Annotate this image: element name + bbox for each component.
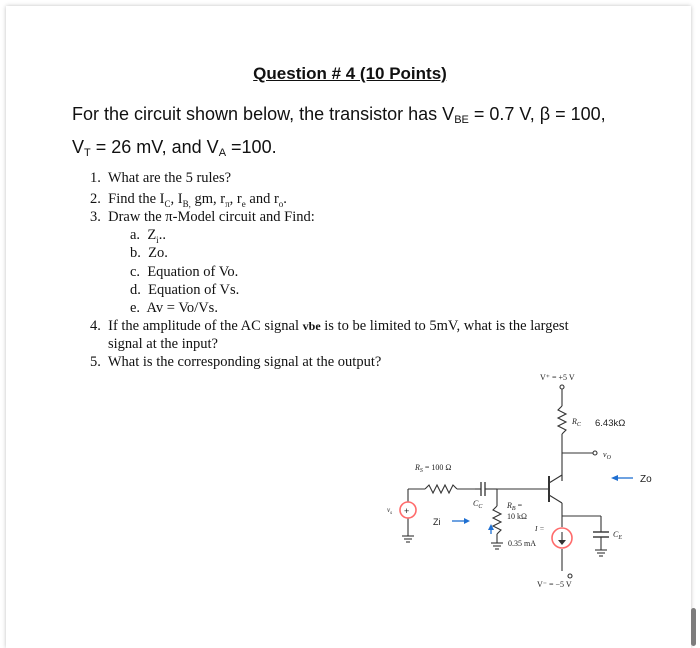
rb-value: 10 kΩ xyxy=(507,512,527,521)
circuit-diagram xyxy=(365,366,685,596)
ce-label: $C_E$ xyxy=(613,530,623,541)
zo-label: Zo xyxy=(640,474,652,485)
rs-resistor xyxy=(425,485,457,493)
question-title: Question # 4 (10 Points) xyxy=(253,64,447,83)
vs-label: $v_s$ xyxy=(387,506,393,516)
list-item: 3. Draw the π-Model circuit and Find: xyxy=(90,209,315,225)
scrollbar-thumb[interactable] xyxy=(691,608,696,646)
list-item: d. Equation of Vs. xyxy=(130,282,240,298)
intro-line-1: For the circuit shown below, the transistor has $V_{BE} = 0.7$ V, β = 100, xyxy=(72,104,606,126)
list-item: 1. What are the 5 rules? xyxy=(90,170,232,186)
question-intro xyxy=(72,101,672,167)
list-item: c. Equation of Vo. xyxy=(130,264,239,280)
i-label: I = xyxy=(535,524,545,533)
rc-label: $R_C$ xyxy=(572,417,581,428)
vplus-terminal xyxy=(560,385,564,389)
rc-value: 6.43kΩ xyxy=(595,418,626,429)
vo-label: $v_O$ xyxy=(603,450,611,461)
zi-label: Zi xyxy=(433,517,441,527)
i-value: 0.35 mA xyxy=(508,539,536,548)
list-item-continuation: signal at the input? xyxy=(108,336,218,352)
svg-text:+: + xyxy=(404,506,410,516)
list-item: e. Av = Vo/Vs. xyxy=(130,300,218,316)
list-item: b. Zo. xyxy=(130,245,168,261)
vminus-label: V⁻ = −5 V xyxy=(537,580,572,589)
intro-line-2: $V_T = 26$ mV, and $V_A =100$. xyxy=(72,137,277,159)
list-item: 4. If the amplitude of the AC signal vbe is to be limited to 5mV, what is the largest xyxy=(90,318,569,334)
list-item: 5. What is the corresponding signal at the output? xyxy=(90,354,382,370)
vplus-label: V⁺ = +5 V xyxy=(540,373,575,382)
rc-resistor xyxy=(558,406,566,434)
list-item: 2. Find the $I_C$, $I_{B,}$ gm, $r_\pi$, $r_e$ and $r_o$. xyxy=(90,191,287,209)
list-item: a. $Z_i$.. xyxy=(130,227,166,245)
rb-label: $R_B$ = xyxy=(507,501,523,512)
rb-resistor xyxy=(493,506,501,534)
rs-label: $R_S = 100$ Ω xyxy=(415,463,452,474)
cc-label: $C_C$ xyxy=(473,499,483,510)
